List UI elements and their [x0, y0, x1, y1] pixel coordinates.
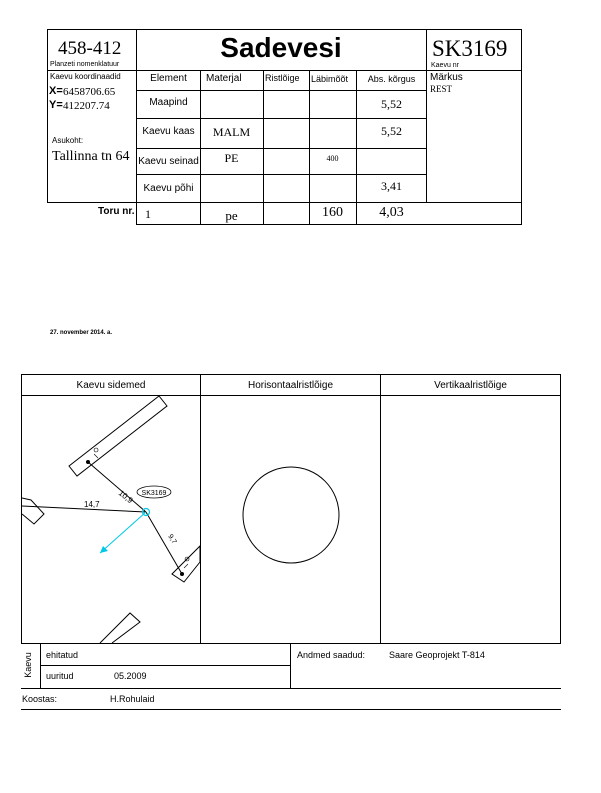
row-seinad-material: PE: [224, 151, 239, 165]
col-header-remarks: Märkus: [430, 72, 463, 83]
footer-compiled-value: H.Rohulaid: [110, 694, 155, 704]
well-card: [0, 0, 601, 230]
row-kaas-material: MALM: [212, 125, 251, 139]
col-header-element: Element: [150, 73, 187, 84]
row-kaas-abs-height: 5,52: [381, 124, 402, 138]
col-header-diameter: Läbimõõt: [311, 74, 349, 84]
card-line-header-bottom: [47, 70, 521, 71]
building-outline-top: [69, 396, 167, 476]
footer-built-label: ehitatud: [46, 650, 79, 660]
pipe-abs-height: 4,03: [379, 205, 404, 220]
nomenclature-label: Planzeti nomenklatuur: [50, 61, 120, 68]
pipe-label: Toru nr.: [98, 206, 135, 217]
card-border-left: [47, 29, 48, 203]
well-symbol-top: [94, 448, 98, 458]
building-outline-left: [22, 498, 44, 524]
horizontal-section-drawing: [201, 396, 380, 643]
panel-title-horizontal-section: Horisontaalristlõige: [247, 380, 334, 391]
row-seinad-diameter: 400: [326, 154, 339, 163]
coord-y-label: Y=: [49, 99, 63, 111]
nomenclature-code: 458-412: [58, 38, 122, 59]
col-header-abs-height: Abs. kõrgus: [367, 74, 416, 84]
building-outline-bottom: [100, 613, 140, 643]
panel-title-vertical-section: Vertikaalristlõige: [434, 380, 507, 391]
row-maapind-element: Maapind: [149, 97, 188, 108]
card-line-left-bottom: [47, 202, 136, 203]
pipe-line: [100, 512, 146, 553]
footer-data-source-label: Andmed saadud:: [297, 650, 366, 660]
connections-sketch: [22, 396, 200, 643]
col-header-cross-section: Ristlõige: [265, 73, 300, 83]
pipe-diameter: 160: [322, 205, 343, 220]
row-pohi-abs-height: 3,41: [381, 179, 402, 193]
coord-x-value: 6458706.65: [63, 86, 116, 98]
row-pohi-element: Kaevu põhi: [143, 183, 194, 194]
col-header-material: Materjal: [206, 73, 242, 84]
connection-line-3: [146, 512, 182, 574]
label-length-3: 9,7: [166, 533, 178, 546]
well-id: SK3169: [432, 36, 508, 61]
footer-data-source-value: Saare Geoprojekt T-814: [389, 650, 485, 660]
row-maapind-abs-height: 5,52: [381, 97, 402, 111]
label-length-1: 10,9: [116, 488, 135, 506]
well-symbol-right: [184, 557, 189, 568]
footer-measured-date: 05.2009: [114, 671, 147, 681]
coordinates-label: Kaevu koordinaadid: [50, 72, 121, 81]
footer-measured-label: uuritud: [46, 671, 74, 681]
well-id-label: Kaevu nr: [431, 62, 460, 69]
location-value: Tallinna tn 64: [52, 149, 130, 164]
pipe-material: pe: [225, 208, 238, 223]
label-well-id: SK3169: [141, 490, 167, 497]
card-border-right: [521, 29, 522, 225]
document-date: 27. november 2014. a.: [50, 330, 113, 336]
pipe-number: 1: [145, 207, 151, 221]
card-border-top: [47, 29, 521, 30]
location-label: Asukoht:: [52, 136, 84, 145]
panel-title-connections: Kaevu sidemed: [76, 380, 146, 391]
card-title: Sadevesi: [220, 32, 342, 63]
footer-compiled-label: Koostas:: [22, 694, 58, 704]
row-kaas-element: Kaevu kaas: [142, 126, 195, 137]
coord-y-value: 412207.74: [63, 100, 110, 112]
row-seinad-element: Kaevu seinad: [138, 156, 199, 167]
remarks-value: REST: [430, 84, 453, 94]
coord-x-label: X=: [49, 85, 63, 97]
footer-side-label: Kaevu: [23, 652, 33, 678]
label-length-2: 14,7: [84, 500, 100, 509]
well-cross-section-circle: [243, 467, 339, 563]
